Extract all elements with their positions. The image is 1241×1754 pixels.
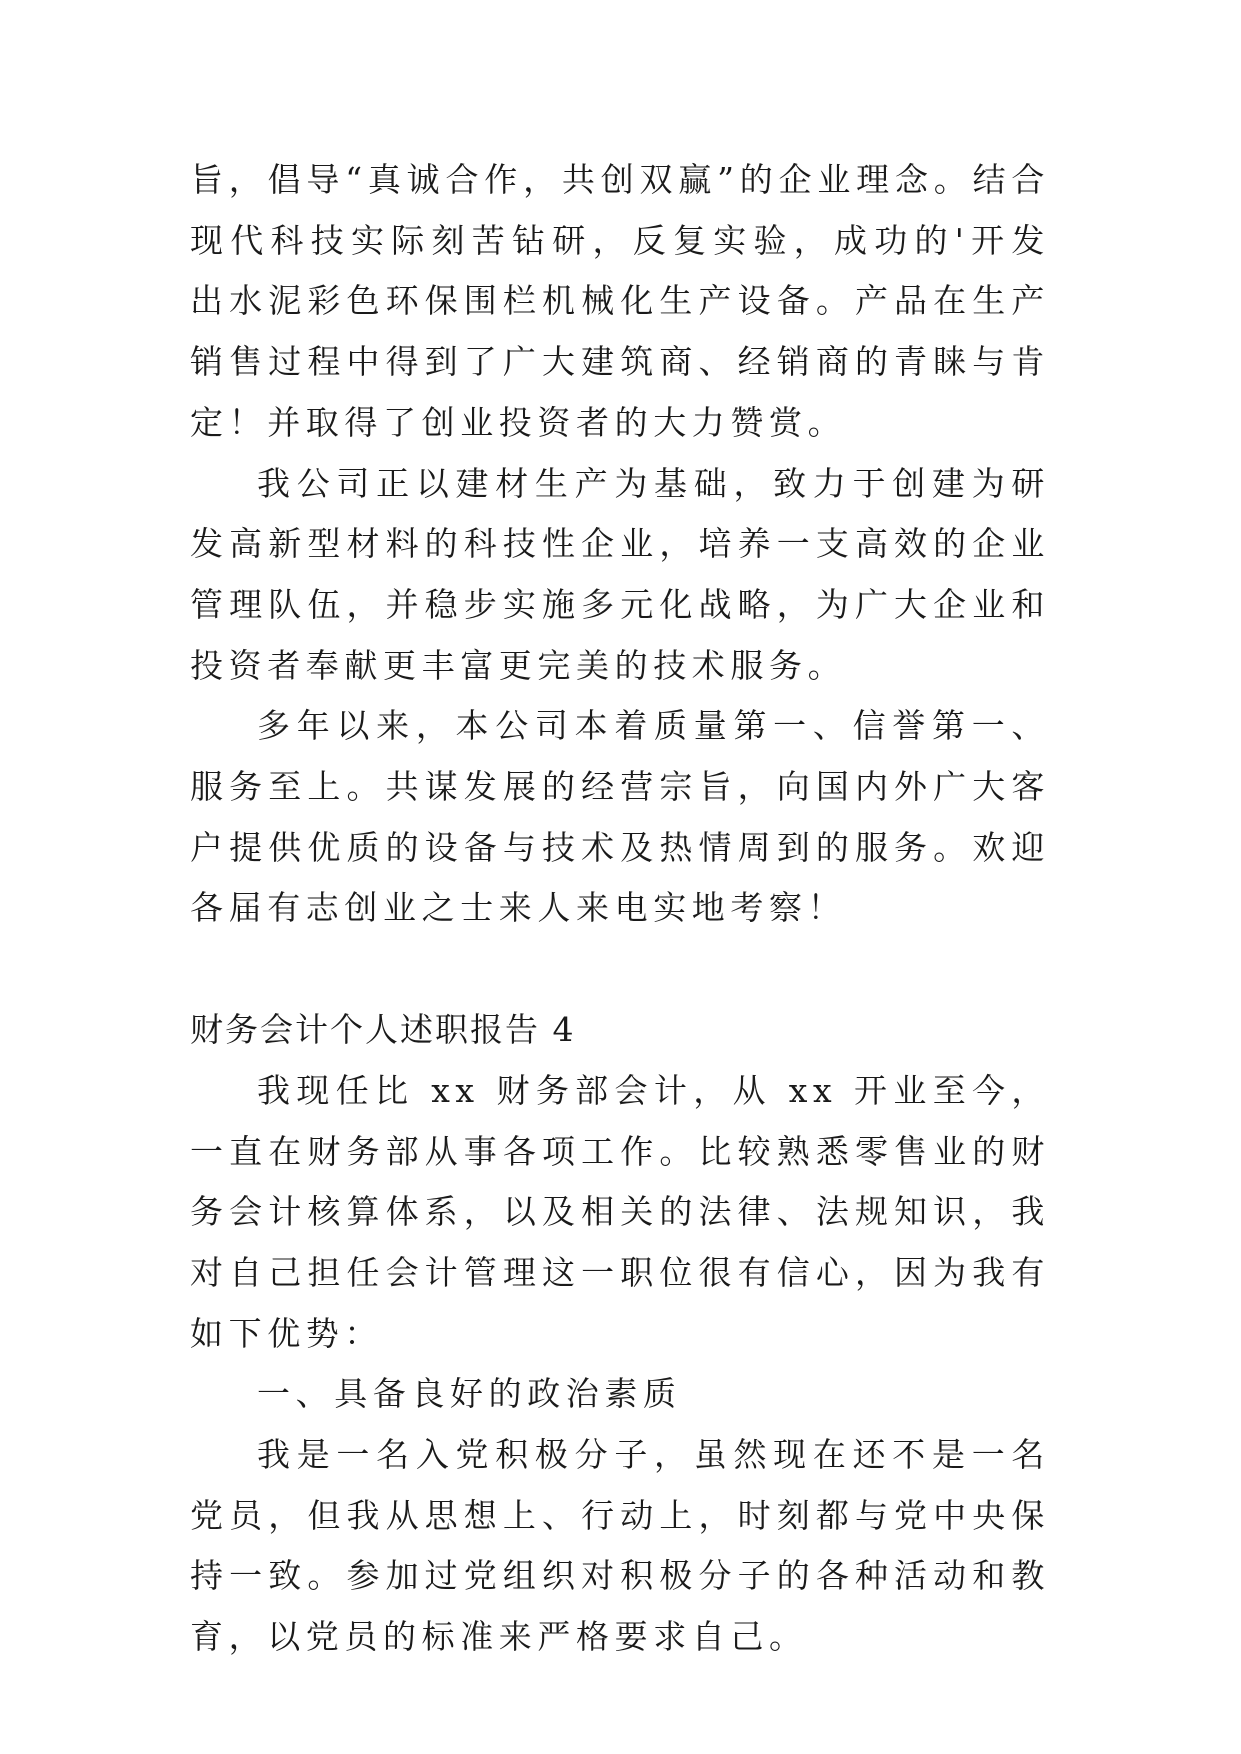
section-title: 财务会计个人述职报告 4: [190, 1010, 576, 1050]
paragraph-continuation: 旨，倡导“真诚合作，共创双赢”的企业理念。结合现代科技实际刻苦钻研，反复实验，成功的'开发出水泥彩色环保围栏机械化生产设备。产品在生产销售过程中得到了广大建筑商、经销商的青睐与肯定！并取得了创业投资者的大力赞赏。: [190, 160, 1050, 442]
paragraph-political-quality: 我是一名入党积极分子，虽然现在还不是一名党员，但我从思想上、行动上，时刻都与党中央保持一致。参加过党组织对积极分子的各种活动和教育，以党员的标准来严格要求自己。: [190, 1435, 1050, 1657]
subheading-political-quality: 一、具备良好的政治素质: [257, 1374, 682, 1414]
document-body: [190, 150, 1050, 1668]
paragraph-company-service: 多年以来，本公司本着质量第一、信誉第一、服务至上。共谋发展的经营宗旨，向国内外广大客户提供优质的设备与技术及热情周到的服务。欢迎各届有志创业之士来人来电实地考察！: [190, 706, 1050, 928]
paragraph-company-strategy: 我公司正以建材生产为基础，致力于创建为研发高新型材料的科技性企业，培养一支高效的企业管理队伍，并稳步实施多元化战略，为广大企业和投资者奉献更丰富更完美的技术服务。: [190, 463, 1050, 685]
paragraph-position-intro: 我现任比 xx 财务部会计，从 xx 开业至今，一直在财务部从事各项工作。比较熟悉零售业的财务会计核算体系，以及相关的法律、法规知识，我对自己担任会计管理这一职位很有信心，因为我有如下优势：: [190, 1070, 1050, 1353]
